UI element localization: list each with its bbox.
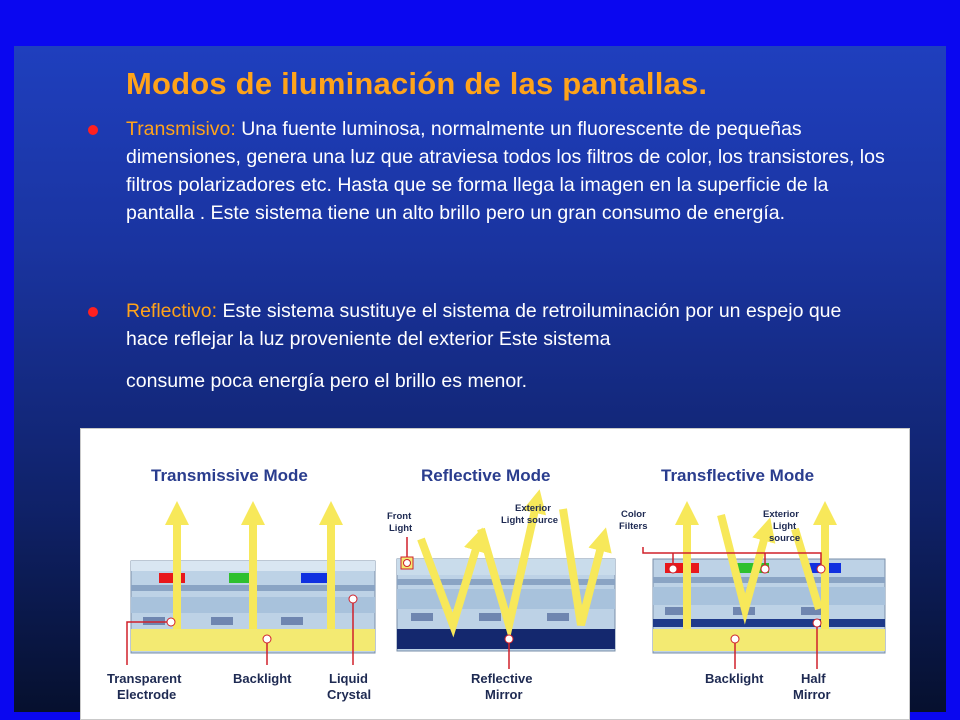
panel-reflective [387, 466, 615, 702]
label-liquid: Liquid [329, 671, 368, 686]
label-crystal: Crystal [327, 687, 372, 702]
label-exterior: Exterior [515, 503, 551, 514]
bullet-text-last-line: consume poca energía pero el brillo es menor. [126, 370, 528, 392]
red-filter [159, 573, 185, 583]
lcd-modes-diagram [81, 429, 910, 720]
panel-transmissive [107, 466, 375, 702]
label-electrode: Electrode [117, 687, 177, 702]
bullet-text: Una fuente luminosa, normalmente un fluorescente de pequeñas dimensiones, genera una luz que atraviesa todos los filtros de color, los transistores, los filtros polarizadores etc. Hasta que se forma llega la imagen en la superficie de la pantalla . Este sistema tiene un alto brillo pero un gran consumo de energía. [126, 118, 885, 224]
label-backlight: Backlight [705, 671, 764, 686]
bullet-term: Transmisivo: [126, 118, 236, 140]
label-front: Front [387, 511, 412, 522]
label-light: Light [773, 521, 797, 532]
label-backlight: Backlight [233, 671, 292, 686]
bullet-dot [88, 307, 98, 317]
panel-transflective [619, 466, 885, 702]
label-light: Light [389, 523, 413, 534]
panel-title: Transmissive Mode [151, 466, 308, 485]
label-mirror: Mirror [793, 687, 831, 702]
bullet-text: Este sistema sustituye el sistema de retroiluminación por un espejo que hace reflejar la luz proveniente del exterior Este sistema [126, 300, 842, 350]
backlight [653, 629, 885, 651]
panel-title: Reflective Mode [421, 466, 551, 485]
label-light-source: Light source [501, 515, 559, 526]
label-filters: Filters [619, 521, 648, 532]
label-transparent: Transparent [107, 671, 182, 686]
bullet-transmissive [126, 115, 886, 227]
bullet-term: Reflectivo: [126, 300, 218, 322]
panel-title: Transflective Mode [661, 466, 815, 485]
slide-title: Modos de iluminación de las pantallas. [126, 66, 708, 101]
lcd-modes-figure [80, 428, 910, 720]
label-source: source [769, 533, 801, 544]
bullet-reflective [126, 297, 886, 395]
label-mirror: Mirror [485, 687, 523, 702]
bullet-dot [88, 125, 98, 135]
label-color: Color [621, 509, 646, 520]
label-exterior: Exterior [763, 509, 799, 520]
backlight [131, 629, 375, 651]
label-reflective: Reflective [471, 671, 533, 686]
label-half: Half [801, 671, 826, 686]
blue-filter [301, 573, 327, 583]
